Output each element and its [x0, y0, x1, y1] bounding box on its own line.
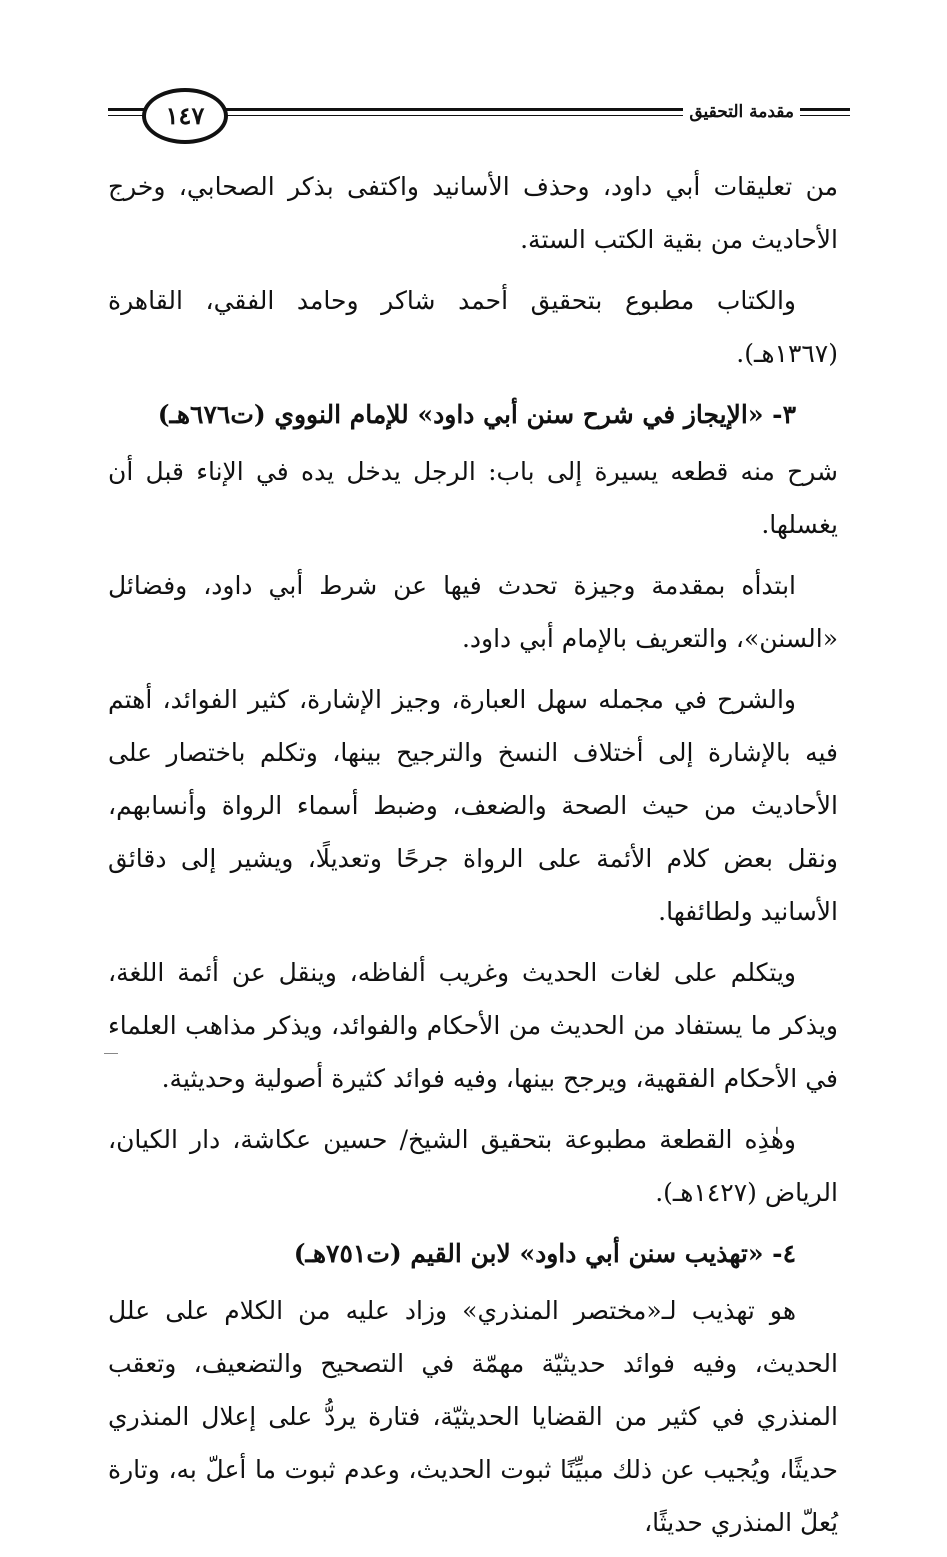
- running-header: [108, 88, 850, 140]
- header-rule-left: [108, 108, 144, 111]
- item-heading-4: ٤- «تهذيب سنن أبي داود» لابن القيم (ت٧٥١هـ): [293, 1239, 796, 1268]
- scan-mark: [104, 1053, 118, 1054]
- paragraph-8: هو تهذيب لـ«مختصر المنذري» وزاد عليه من الكلام على علل الحديث، وفيه فوائد حديثيّة مهمّة في التصحيح والتضعيف، وتعقب المنذري في كثير من القضايا الحديثيّة، فتارة يردُّ على إعلال المنذري حديثًا، ويُجيب عن ذلك مبيِّنًا ثبوت الحديث، وعدم ثبوت ما أعلّ به، وتارة يُعلّ المنذري حديثًا،: [108, 1296, 838, 1537]
- paragraph-6: ويتكلم على لغات الحديث وغريب ألفاظه، وينقل عن أئمة اللغة، ويذكر ما يستفاد من الحديث من الأحكام والفوائد، ويذكر مذاهب العلماء في الأحكام الفقهية، ويرجح بينها، وفيه فوائد كثيرة أصولية وحديثية.: [108, 958, 838, 1093]
- paragraph-4: ابتدأه بمقدمة وجيزة تحدث فيها عن شرط أبي داود، وفضائل «السنن»، والتعريف بالإمام أبي داود.: [108, 571, 838, 653]
- paragraph-3: شرح منه قطعه يسيرة إلى باب: الرجل يدخل يده في الإناء قبل أن يغسلها.: [108, 457, 838, 539]
- paragraph-1: من تعليقات أبي داود، وحذف الأسانيد واكتفى بذكر الصحابي، وخرج الأحاديث من بقية الكتب الستة.: [108, 172, 838, 254]
- body-text: [108, 160, 838, 1557]
- paragraph-7: وهٰذِه القطعة مطبوعة بتحقيق الشيخ/ حسين عكاشة، دار الكيان، الرياض (١٤٢٧هـ).: [108, 1125, 838, 1207]
- item-heading-3: ٣- «الإيجاز في شرح سنن أبي داود» للإمام النووي (ت٦٧٦هـ): [157, 400, 796, 429]
- header-title: مقدمة التحقيق: [683, 102, 800, 122]
- page-number-badge: [142, 88, 228, 144]
- page-number: ١٤٧: [165, 101, 205, 130]
- header-rule-left-thin: [108, 115, 144, 116]
- paragraph-5: والشرح في مجمله سهل العبارة، وجيز الإشارة، كثير الفوائد، أهتم فيه بالإشارة إلى أختلاف النسخ والترجيح بينها، وتكلم باختصار على الأحاديث من حيث الصحة والضعف، وضبط أسماء الرواة وأنسابهم، ونقل بعض كلام الأئمة على الرواة جرحًا وتعديلًا، ويشير إلى دقائق الأسانيد ولطائفها.: [108, 685, 838, 926]
- paragraph-2: والكتاب مطبوع بتحقيق أحمد شاكر وحامد الفقي، القاهرة (١٣٦٧هـ).: [108, 286, 838, 368]
